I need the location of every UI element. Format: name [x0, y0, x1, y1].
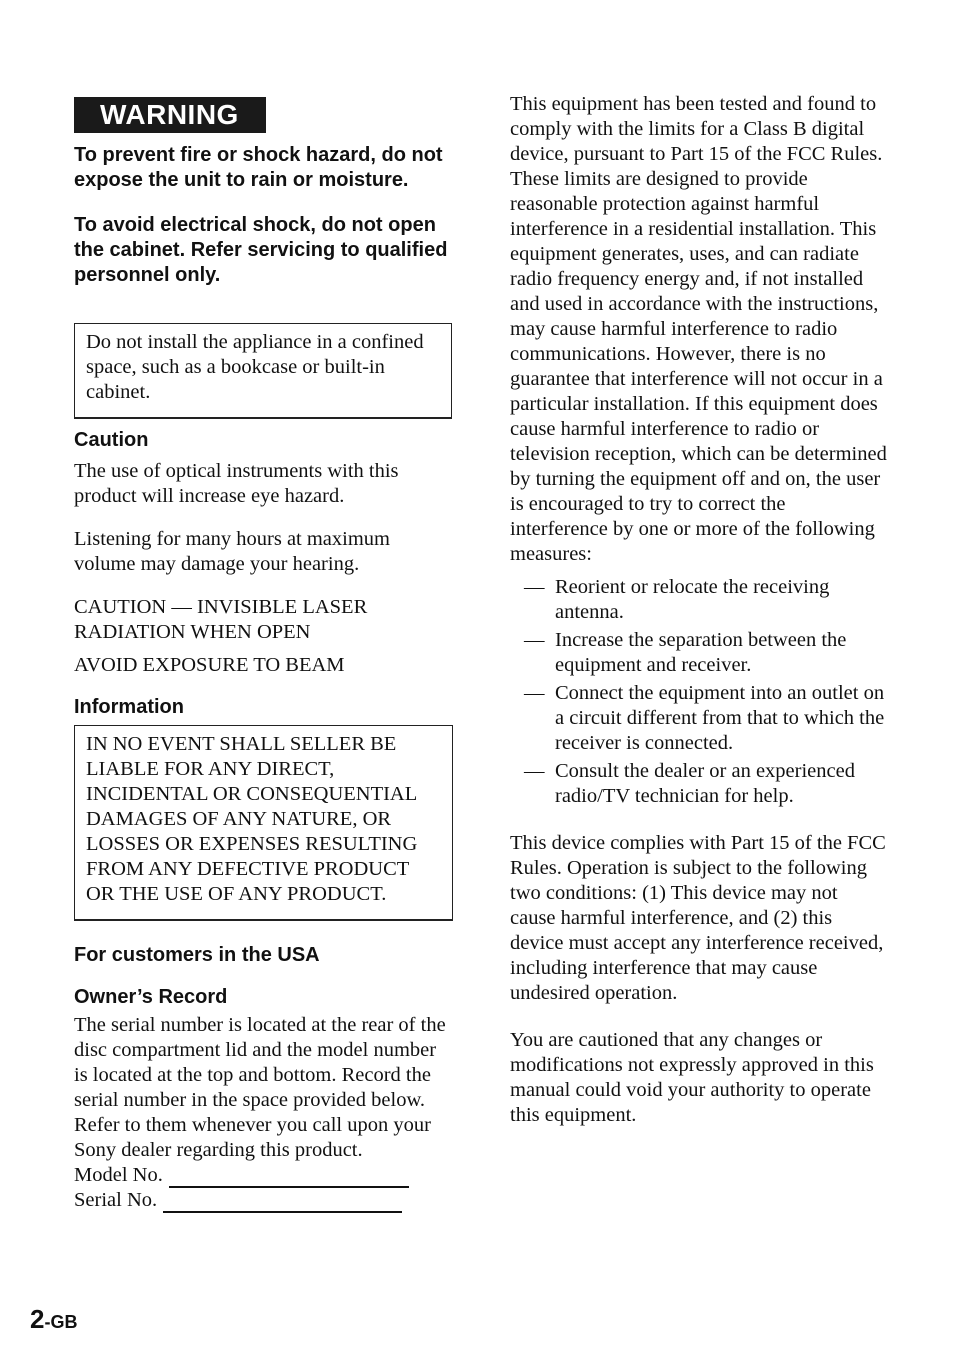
- list-item-text: Increase the separation between the equipment and receiver.: [555, 629, 847, 676]
- serial-number-blank: [163, 1191, 402, 1213]
- fcc-measures-list: [510, 575, 888, 809]
- list-item-text: Reorient or relocate the receiving antenna.: [555, 576, 830, 623]
- list-item: [510, 681, 888, 756]
- information-box: [74, 725, 453, 921]
- list-item: [510, 575, 888, 625]
- right-column: [510, 92, 888, 1128]
- information-heading: Information: [74, 696, 184, 718]
- information-text: IN NO EVENT SHALL SELLER BE LIABLE FOR ANY DIRECT, INCIDENTAL OR CONSEQUENTIAL DAMAGES OF ANY NATURE, OR LOSSES OR EXPENSES RESULTING FROM ANY DEFECTIVE PRODUCT OR THE USE OF ANY PRODUCT.: [86, 733, 418, 905]
- model-number-label: Model No.: [74, 1164, 163, 1186]
- list-item-text: Consult the dealer or an experienced radio/TV technician for help.: [555, 760, 855, 807]
- left-column: [74, 97, 454, 1213]
- owners-record-heading: Owner’s Record: [74, 986, 228, 1008]
- install-notice-text: Do not install the appliance in a confined space, such as a bookcase or built-in cabinet.: [86, 331, 424, 403]
- warning-badge: WARNING: [74, 97, 266, 133]
- list-item: [510, 628, 888, 678]
- page-number-suffix: -GB: [44, 1312, 78, 1332]
- list-dash: —: [524, 760, 545, 782]
- caution-optical-text: The use of optical instruments with this product will increase eye hazard.: [74, 460, 399, 507]
- page-number-value: 2: [30, 1304, 45, 1334]
- model-number-line: [74, 1163, 454, 1188]
- caution-hearing-text: Listening for many hours at maximum volume may damage your hearing.: [74, 528, 390, 575]
- warning-text-shock: To avoid electrical shock, do not open the cabinet. Refer servicing to qualified personnel only.: [74, 214, 448, 286]
- fcc-part15-paragraph: This device complies with Part 15 of the FCC Rules. Operation is subject to the following two conditions: (1) This device may not cause harmful interference, and (2) this device must accept any interference received, including interference that may cause undesired operation.: [510, 832, 886, 1004]
- list-item: [510, 759, 888, 809]
- fcc-compliance-paragraph: This equipment has been tested and found to comply with the limits for a Class B digital device, pursuant to Part 15 of the FCC Rules. These limits are designed to provide reasonable protection against harmful interference in a residential installation. This equipment generates, uses, and can radiate radio frequency energy and, if not installed and used in accordance with the instructions, may cause harmful interference to radio communications. However, there is no guarantee that interference will not occur in a particular installation. If this equipment does cause harmful interference to radio or television reception, which can be determined by turning the equipment off and on, the user is encouraged to try to correct the interference by one or more of the following measures:: [510, 93, 887, 565]
- warning-text-fire: To prevent fire or shock hazard, do not expose the unit to rain or moisture.: [74, 144, 443, 191]
- owners-record-text: The serial number is located at the rear of the disc compartment lid and the model number is located at the top and bottom. Record the serial number in the space provided below. Refer to them whenever you call upon your Sony dealer regarding this product.: [74, 1014, 446, 1161]
- caution-heading: Caution: [74, 429, 149, 451]
- serial-number-label: Serial No.: [74, 1189, 158, 1211]
- serial-number-line: [74, 1188, 454, 1213]
- install-notice-box: [74, 323, 452, 419]
- usa-heading: For customers in the USA: [74, 944, 320, 966]
- list-dash: —: [524, 576, 545, 598]
- caution-laser-text: CAUTION — INVISIBLE LASER RADIATION WHEN OPEN: [74, 596, 368, 643]
- model-number-blank: [169, 1166, 409, 1188]
- page-number: [30, 1304, 77, 1337]
- fcc-modifications-paragraph: You are cautioned that any changes or modifications not expressly approved in this manual could void your authority to operate this equipment.: [510, 1029, 874, 1126]
- list-item-text: Connect the equipment into an outlet on a circuit different from that to which the receiver is connected.: [555, 682, 885, 754]
- caution-beam-text: AVOID EXPOSURE TO BEAM: [74, 654, 345, 676]
- list-dash: —: [524, 682, 545, 704]
- list-dash: —: [524, 629, 545, 651]
